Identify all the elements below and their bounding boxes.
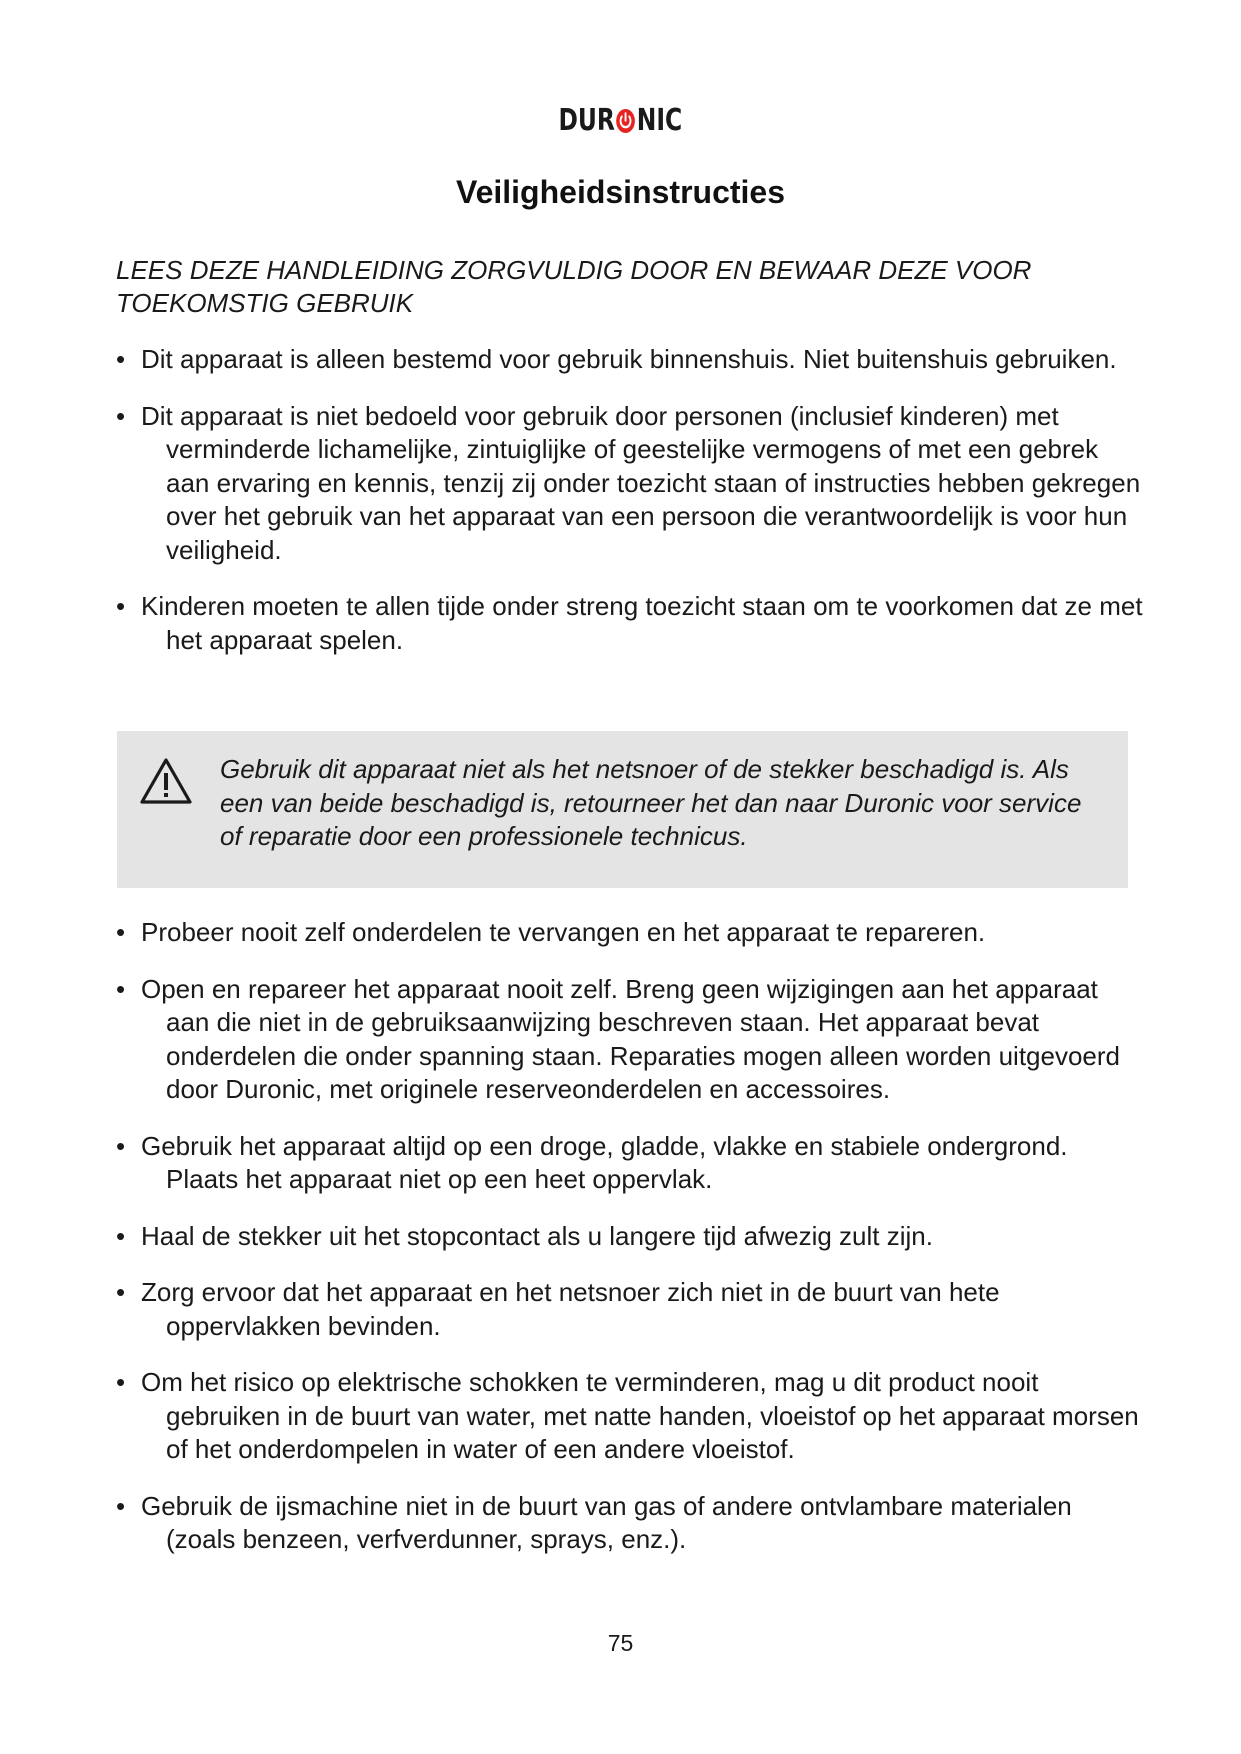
bullet-symbol: •: [116, 917, 126, 947]
list-item-text: Haal de stekker uit het stopcontact als u langere tijd afwezig zult zijn.: [141, 1220, 933, 1251]
list-item: [116, 1220, 1146, 1254]
list-item: [116, 1130, 1146, 1197]
logo-text-prefix: DUR: [558, 103, 616, 138]
intro-notice: LEES DEZE HANDLEIDING ZORGVULDIG DOOR EN BEWAAR DEZE VOOR TOEKOMSTIG GEBRUIK: [116, 255, 1032, 318]
list-item: [116, 590, 1146, 657]
list-item: [116, 1366, 1146, 1467]
list-item: [116, 400, 1146, 568]
list-item: [116, 1276, 1146, 1343]
warning-box: [117, 731, 1128, 888]
logo-text-suffix: NIC: [636, 103, 683, 138]
warning-text: Gebruik dit apparaat niet als het netsnoer of de stekker beschadigd is. Als een van beide beschadigd is, retourneer het dan naar Duronic voor service of reparatie door een professionele technicus.: [220, 754, 1082, 851]
bullet-symbol: •: [116, 973, 126, 1004]
list-item: [116, 343, 1146, 377]
list-item: [116, 916, 1146, 950]
warning-triangle-icon: [139, 757, 193, 805]
brand-logo: [0, 103, 1241, 138]
list-item-text: Gebruik de ijsmachine niet in de buurt van gas of andere ontvlambare materialen (zoals benzeen, verfverdunner, sprays, enz.).: [141, 1490, 1072, 1554]
list-item-text: Kinderen moeten te allen tijde onder streng toezicht staan om te voorkomen dat ze met het apparaat spelen.: [141, 591, 1143, 655]
list-item-text: Dit apparaat is niet bedoeld voor gebruik door personen (inclusief kinderen) met verminderde lichamelijke, zintuiglijke of geestelijke vermogens of met een gebrek aan ervaring en kennis, tenzij zij onder toezicht staan of instructies hebben gekregen over het gebruik van het apparaat van een persoon die verantwoordelijk is voor hun veiligheid.: [141, 400, 1141, 565]
power-icon: [616, 108, 636, 134]
bullet-symbol: •: [116, 344, 126, 374]
list-item-text: Zorg ervoor dat het apparaat en het netsnoer zich niet in de buurt van hete oppervlakken bevinden.: [141, 1277, 1000, 1341]
bullet-symbol: •: [116, 1367, 126, 1397]
list-item-text: Open en repareer het apparaat nooit zelf. Breng geen wijzigingen aan het apparaat aan die niet in de gebruiksaanwijzing beschreven staan. Het apparaat bevat onderdelen die onder spanning staan. Reparaties mogen alleen worden uitgevoerd door Duronic, met originele reserveonderdelen en accessoires.: [141, 973, 1121, 1104]
bullet-symbol: •: [116, 1130, 126, 1161]
page-number: 75: [607, 1630, 634, 1656]
list-item-text: Dit apparaat is alleen bestemd voor gebruik binnenshuis. Niet buitenshuis gebruiken.: [141, 344, 1117, 374]
safety-list-top: [116, 343, 1146, 680]
bullet-symbol: •: [116, 1277, 126, 1307]
list-item-text: Om het risico op elektrische schokken te verminderen, mag u dit product nooit gebruiken in de buurt van water, met natte handen, vloeistof op het apparaat morsen of het onderdompelen in water of een andere vloeistof.: [141, 1367, 1139, 1464]
list-item-text: Probeer nooit zelf onderdelen te vervangen en het apparaat te repareren.: [141, 917, 986, 947]
bullet-symbol: •: [116, 1490, 126, 1521]
list-item-text: Gebruik het apparaat altijd op een droge, gladde, vlakke en stabiele ondergrond. Plaats het apparaat niet op een heet oppervlak.: [141, 1130, 1068, 1194]
safety-list-bottom: [116, 916, 1146, 1580]
bullet-symbol: •: [116, 1220, 126, 1251]
list-item: [116, 973, 1146, 1107]
list-item: [116, 1490, 1146, 1557]
bullet-symbol: •: [116, 400, 126, 431]
bullet-symbol: •: [116, 591, 126, 621]
page-title: Veiligheidsinstructies: [456, 174, 785, 210]
